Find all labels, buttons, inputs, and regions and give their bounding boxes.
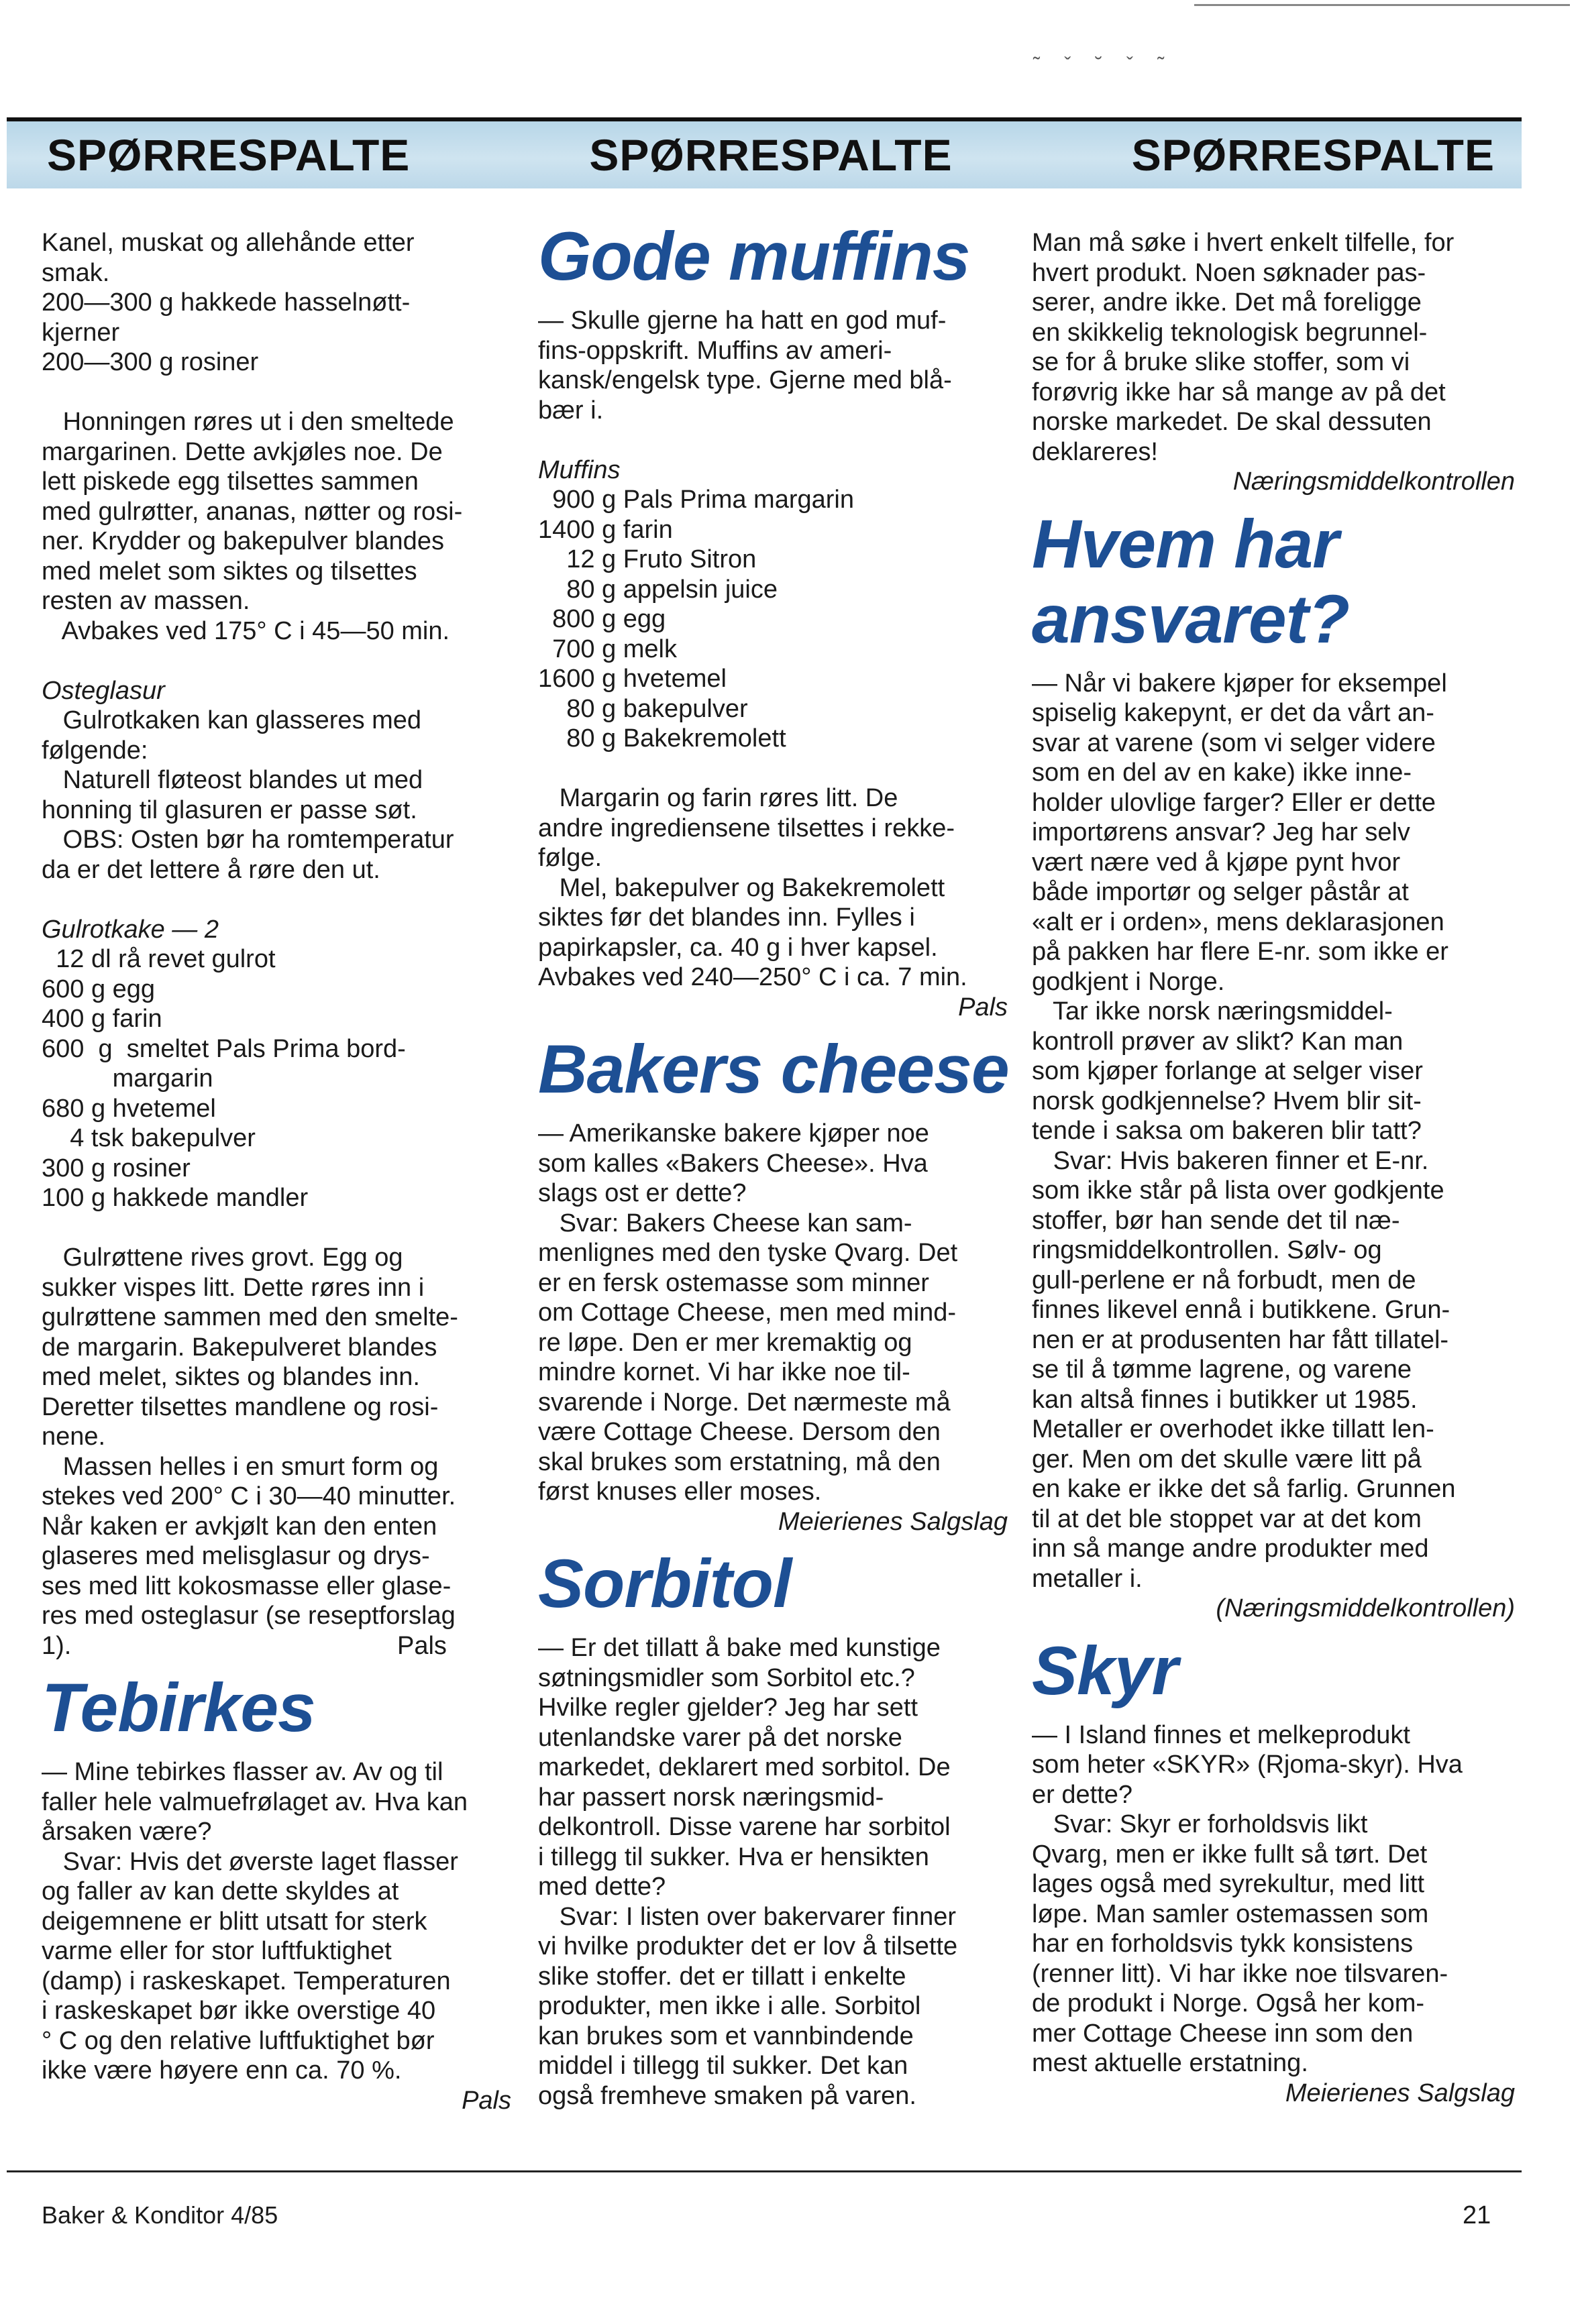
text-line: vært nære ved å kjøpe pynt hvor (1032, 848, 1401, 877)
text-line: tende i saksa om bakeren blir tatt? (1032, 1117, 1422, 1145)
text-line: som ikke står på lista over godkjente (1032, 1176, 1444, 1205)
text-line: på pakken har flere E-nr. som ikke er (1032, 938, 1448, 966)
text-line: søtningsmidler som Sorbitol etc.? (538, 1663, 915, 1692)
text-line: ikke være høyere enn ca. 70 %. (42, 2056, 402, 2085)
text-line: — I Island finnes et melkeprodukt (1032, 1720, 1410, 1749)
text-line: Når kaken er avkjølt kan den enten (42, 1512, 437, 1541)
text-line: da er det lettere å røre den ut. (42, 855, 380, 884)
column-2 (538, 218, 1009, 2111)
heading-tebirkes: Tebirkes (42, 1669, 315, 1746)
text-line: kontroll prøver av slikt? Kan man (1032, 1027, 1404, 1056)
text-line: skal brukes som erstatning, må den (538, 1447, 941, 1476)
text-line: kan brukes som et vannbindende (538, 2022, 914, 2050)
text-line: metaller i. (1032, 1564, 1143, 1593)
text-line: Gulrotkake — 2 (42, 915, 219, 944)
text-line: som kalles «Bakers Cheese». Hva (538, 1149, 928, 1178)
heading-skyr: Skyr (1032, 1632, 1178, 1709)
text-line: Hvilke regler gjelder? Jeg har sett (538, 1694, 918, 1722)
text-line: de margarin. Bakepulveret blandes (42, 1333, 437, 1362)
text-line: — Amerikanske bakere kjøper noe (538, 1119, 929, 1148)
text-line: årsaken være? (42, 1818, 212, 1846)
text-line: fins-oppskrift. Muffins av ameri- (538, 336, 892, 365)
text-line: margarinen. Dette avkjøles noe. De (42, 437, 443, 466)
text-line: siktes før det blandes inn. Fylles i (538, 903, 915, 932)
text-line: (damp) i raskeskapet. Temperaturen (42, 1967, 451, 1995)
text-line: er en fersk ostemasse som minner (538, 1268, 929, 1297)
text-line: deigemnene er blitt utsatt for sterk (42, 1907, 427, 1936)
text-line: margarin (42, 1064, 213, 1093)
muffins-question-text (538, 306, 1008, 455)
text-line: kjerner (42, 318, 120, 347)
text-line: ses med litt kokosmasse eller glase- (42, 1571, 452, 1600)
text-line: papirkapsler, ca. 40 g i hver kapsel. (538, 933, 938, 962)
text-line: re løpe. Den er mer kremaktig og (538, 1328, 912, 1357)
text-line: kansk/engelsk type. Gjerne med blå- (538, 366, 952, 394)
bakers-cheese-text (538, 1119, 1008, 1507)
text-line: med melet som siktes og tilsettes (42, 557, 417, 586)
text-line: ° C og den relative luftfuktighet bør (42, 2026, 435, 2055)
text-line: 12 g Fruto Sitron (538, 545, 757, 573)
text-line: Margarin og farin røres litt. De (538, 784, 898, 812)
text-line: «alt er i orden», mens deklarasjonen (1032, 907, 1444, 936)
text-line: Metaller er overhodet ikke tillatt len- (1032, 1415, 1434, 1443)
text-line: lett piskede egg tilsettes sammen (42, 467, 419, 496)
text-line: ner. Krydder og bakepulver blandes (42, 527, 444, 555)
text-line: slags ost er dette? (538, 1179, 747, 1207)
skyr-text (1032, 1720, 1515, 2079)
text-line: 1400 g farin (538, 515, 673, 544)
text-line: svarende i Norge. Det nærmeste må (538, 1388, 951, 1417)
text-line: Honningen røres ut i den smeltede (42, 408, 454, 436)
text-line (538, 754, 1008, 784)
text-line: norsk godkjennelse? Hvem blir sit- (1032, 1087, 1422, 1115)
signature-naeringsmiddelkontrollen-2: (Næringsmiddelkontrollen) (1216, 1594, 1515, 1622)
text-line: — Mine tebirkes flasser av. Av og til (42, 1758, 443, 1786)
text-line: med dette? (538, 1873, 666, 1901)
text-line: til at det ble stoppet var at det kom (1032, 1504, 1422, 1533)
text-line: en kake er ikke det så farlig. Grunnen (1032, 1475, 1456, 1503)
text-line (42, 646, 511, 676)
text-line: utenlandske varer på det norske (538, 1723, 902, 1752)
section-banner (7, 117, 1522, 188)
text-line: resten av massen. (42, 587, 250, 615)
text-line: 300 g rosiner (42, 1154, 191, 1182)
text-line (42, 1213, 511, 1243)
text-line: norske markedet. De skal dessuten (1032, 408, 1432, 436)
text-line: delkontroll. Disse varene har sorbitol (538, 1813, 951, 1841)
column-3 (1032, 228, 1515, 2108)
text-line: og faller av kan dette skyldes at (42, 1877, 399, 1905)
heading-sorbitol: Sorbitol (538, 1545, 792, 1622)
text-line: være Cottage Cheese. Dersom den (538, 1418, 941, 1446)
page-number: 21 (1463, 2201, 1491, 2229)
text-line: Svar: Hvis bakeren finner et E-nr. (1032, 1146, 1429, 1175)
text-line: både importør og selger påstår at (1032, 878, 1409, 906)
text-line: markedet, deklarert med sorbitol. De (538, 1753, 951, 1781)
text-line: slike stoffer. det er tillatt i enkelte (538, 1962, 906, 1991)
text-line: Mel, bakepulver og Bakekremolett (538, 873, 945, 902)
text-line: Deretter tilsettes mandlene og rosi- (42, 1392, 439, 1421)
text-line: Man må søke i hvert enkelt tilfelle, for (1032, 229, 1455, 257)
text-line: kan altså finnes i butikker ut 1985. (1032, 1385, 1418, 1414)
text-line: 600 g smeltet Pals Prima bord- (42, 1034, 406, 1063)
text-line: 12 dl rå revet gulrot (42, 945, 276, 973)
text-line: først knuses eller moses. (538, 1478, 822, 1506)
text-line: Osteglasur (42, 676, 165, 705)
text-line: 80 g Bakekremolett (538, 724, 786, 753)
text-line: også fremheve smaken på varen. (538, 2081, 916, 2110)
text-line: deklareres! (1032, 437, 1158, 466)
text-line: 100 g hakkede mandler (42, 1184, 309, 1212)
text-line: har passert norsk næringsmid- (538, 1783, 884, 1812)
banner-label-3: SPØRRESPALTE (1131, 130, 1495, 180)
text-line: bær i. (538, 396, 604, 425)
top-rule (1194, 4, 1570, 6)
text-line: — Når vi bakere kjøper for eksempel (1032, 669, 1447, 698)
text-line (538, 425, 1008, 455)
text-line: forøvrig ikke har så mange av på det (1032, 378, 1446, 406)
text-line: sukker vispes litt. Dette røres inn i (42, 1273, 425, 1302)
text-line: 600 g egg (42, 975, 156, 1003)
text-line (42, 378, 511, 408)
tebirkes-text (42, 1757, 511, 2086)
signature-meierienes: Meierienes Salgslag (778, 1507, 1008, 1536)
text-line: OBS: Osten bør ha romtemperatur (42, 826, 454, 854)
print-smudge: ˜ ˇ ˘ ˇ ˜ (1033, 54, 1174, 76)
heading-bakers-cheese: Bakers cheese (538, 1031, 1009, 1107)
text-line: løpe. Man samler ostemassen som (1032, 1899, 1429, 1928)
text-line: holder ulovlige farger? Eller er dette (1032, 788, 1436, 817)
text-line: 80 g appelsin juice (538, 575, 778, 604)
text-line: — Er det tillatt å bake med kunstige (538, 1634, 941, 1662)
text-line: med melet, siktes og blandes inn. (42, 1363, 420, 1391)
text-line: 700 g melk (538, 634, 677, 663)
footer-publication: Baker & Konditor 4/85 (42, 2201, 278, 2229)
text-line: mindre kornet. Vi har ikke noe til- (538, 1358, 910, 1386)
text-line: se til å tømme lagrene, og varene (1032, 1355, 1412, 1384)
text-line: ringsmiddelkontrollen. Sølv- og (1032, 1236, 1382, 1264)
signature-naeringsmiddelkontrollen: Næringsmiddelkontrollen (1232, 467, 1515, 496)
text-line: i raskeskapet bør ikke overstige 40 (42, 1997, 436, 2025)
text-line: som heter «SKYR» (Rjoma-skyr). Hva (1032, 1751, 1463, 1779)
text-line: 800 g egg (538, 605, 666, 633)
heading-hvem-har-ansvaret: Hvem har ansvaret? (1032, 505, 1349, 657)
text-line: varme eller for stor luftfuktighet (42, 1937, 392, 1965)
text-line: Svar: Skyr er forholdsvis likt (1032, 1810, 1368, 1838)
text-line: 200—300 g hakkede hasselnøtt- (42, 288, 411, 317)
text-line: vi hvilke produkter det er lov å tilsette (538, 1932, 958, 1960)
text-line: gulrøttene sammen med den smelte- (42, 1303, 458, 1331)
text-line: stoffer, bør han sende det til næ- (1032, 1206, 1400, 1235)
muffins-recipe-text (538, 485, 1008, 993)
signature-pals: Pals (462, 2086, 511, 2115)
text-line: de produkt i Norge. Også her kom- (1032, 1989, 1425, 2017)
text-line: — Skulle gjerne ha hatt en god muf- (538, 307, 947, 335)
text-line: 900 g Pals Prima margarin (538, 486, 854, 514)
text-line: Gulrøttene rives grovt. Egg og (42, 1243, 403, 1272)
text-line: Svar: Bakers Cheese kan sam- (538, 1209, 912, 1237)
text-line: se for å bruke slike stoffer, som vi (1032, 348, 1410, 376)
text-line: Tar ikke norsk næringsmiddel- (1032, 997, 1393, 1026)
text-line: inn så mange andre produkter med (1032, 1535, 1429, 1563)
text-line: finnes likevel ennå i butikkene. Grun- (1032, 1296, 1450, 1324)
text-line: mer Cottage Cheese inn som den (1032, 2019, 1414, 2048)
text-line: serer, andre ikke. Det må foreligge (1032, 288, 1422, 317)
signature-pals-muffins: Pals (958, 993, 1008, 1021)
ansvaret-text (1032, 669, 1515, 1594)
text-line: en skikkelig teknologisk begrunnel- (1032, 318, 1428, 347)
text-line: glaseres med melisglasur og drys- (42, 1542, 430, 1570)
text-line: menlignes med den tyske Qvarg. Det (538, 1239, 958, 1267)
text-line: importørens ansvar? Jeg har selv (1032, 818, 1410, 846)
text-line: Qvarg, men er ikke fullt så tørt. Det (1032, 1840, 1428, 1869)
banner-label-2: SPØRRESPALTE (589, 130, 953, 180)
text-line: res med osteglasur (se reseptforslag (42, 1602, 456, 1630)
text-line: honning til glasuren er passe søt. (42, 795, 417, 824)
text-line: mest aktuelle erstatning. (1032, 2049, 1308, 2077)
text-line (42, 885, 511, 915)
muffins-recipe-title: Muffins (538, 455, 621, 484)
banner-label-1: SPØRRESPALTE (47, 130, 411, 180)
text-line: Svar: Hvis det øverste laget flasser (42, 1847, 458, 1876)
text-line: 400 g farin (42, 1005, 162, 1033)
text-line: 200—300 g rosiner (42, 348, 259, 376)
text-line: har en forholdsvis tykk konsistens (1032, 1930, 1414, 1958)
text-line: nene. (42, 1423, 106, 1451)
text-line: som en del av en kake) ikke inne- (1032, 759, 1412, 787)
text-line: smak. (42, 258, 110, 287)
text-line: følgende: (42, 736, 148, 765)
signature-meierienes-2: Meierienes Salgslag (1285, 2079, 1515, 2107)
text-line: Avbakes ved 175° C i 45—50 min. (42, 616, 450, 645)
text-line: gull-perlene er nå forbudt, men de (1032, 1266, 1416, 1294)
column-1 (42, 228, 511, 2115)
text-line: middel i tillegg til sukker. Det kan (538, 2052, 908, 2080)
text-line: Naturell fløteost blandes ut med (42, 766, 423, 794)
text-line: hvert produkt. Noen søknader pas- (1032, 258, 1426, 287)
text-line: som kjøper forlange at selger viser (1032, 1057, 1423, 1085)
text-line: ger. Men om det skulle være litt på (1032, 1445, 1422, 1474)
heading-gode-muffins: Gode muffins (538, 218, 970, 294)
text-line: er dette? (1032, 1780, 1132, 1809)
text-line: (renner litt). Vi har ikke noe tilsvaren- (1032, 1959, 1448, 1988)
text-line: 1). Pals (42, 1631, 447, 1660)
text-line: 1600 g hvetemel (538, 665, 727, 693)
text-line: lages også med syrekultur, med litt (1032, 1870, 1425, 1898)
text-line: godkjent i Norge. (1032, 967, 1225, 996)
text-line: produkter, men ikke i alle. Sorbitol (538, 1992, 921, 2020)
text-line: Svar: I listen over bakervarer finner (538, 1902, 957, 1931)
text-line: Gulrotkaken kan glasseres med (42, 706, 422, 734)
text-line: andre ingrediensene tilsettes i rekke- (538, 814, 955, 842)
text-line: 680 g hvetemel (42, 1094, 216, 1123)
text-line: Massen helles i en smurt form og (42, 1452, 439, 1481)
text-line: 4 tsk bakepulver (42, 1124, 256, 1152)
text-line: 80 g bakepulver (538, 694, 748, 723)
text-line: Kanel, muskat og allehånde etter (42, 229, 415, 257)
text-line: nen er at produsenten har fått tillatel- (1032, 1325, 1449, 1354)
text-line: med gulrøtter, ananas, nøtter og rosi- (42, 497, 463, 526)
carrot-cake-recipe-text (42, 228, 511, 1661)
text-line: Avbakes ved 240—250° C i ca. 7 min. (538, 963, 967, 991)
sorbitol-text (538, 1633, 1008, 2111)
text-line: spiselig kakepynt, er det da vårt an- (1032, 699, 1434, 727)
sorbitol-continued-text (1032, 228, 1515, 467)
text-line: i tillegg til sukker. Hva er hensikten (538, 1842, 929, 1871)
text-line: følge. (538, 844, 602, 872)
bottom-rule (7, 2170, 1522, 2172)
text-line: om Cottage Cheese, men med mind- (538, 1298, 957, 1327)
text-line: stekes ved 200° C i 30—40 minutter. (42, 1482, 456, 1510)
text-line: faller hele valmuefrølaget av. Hva kan (42, 1787, 468, 1816)
text-line: svar at varene (som vi selger videre (1032, 728, 1436, 757)
